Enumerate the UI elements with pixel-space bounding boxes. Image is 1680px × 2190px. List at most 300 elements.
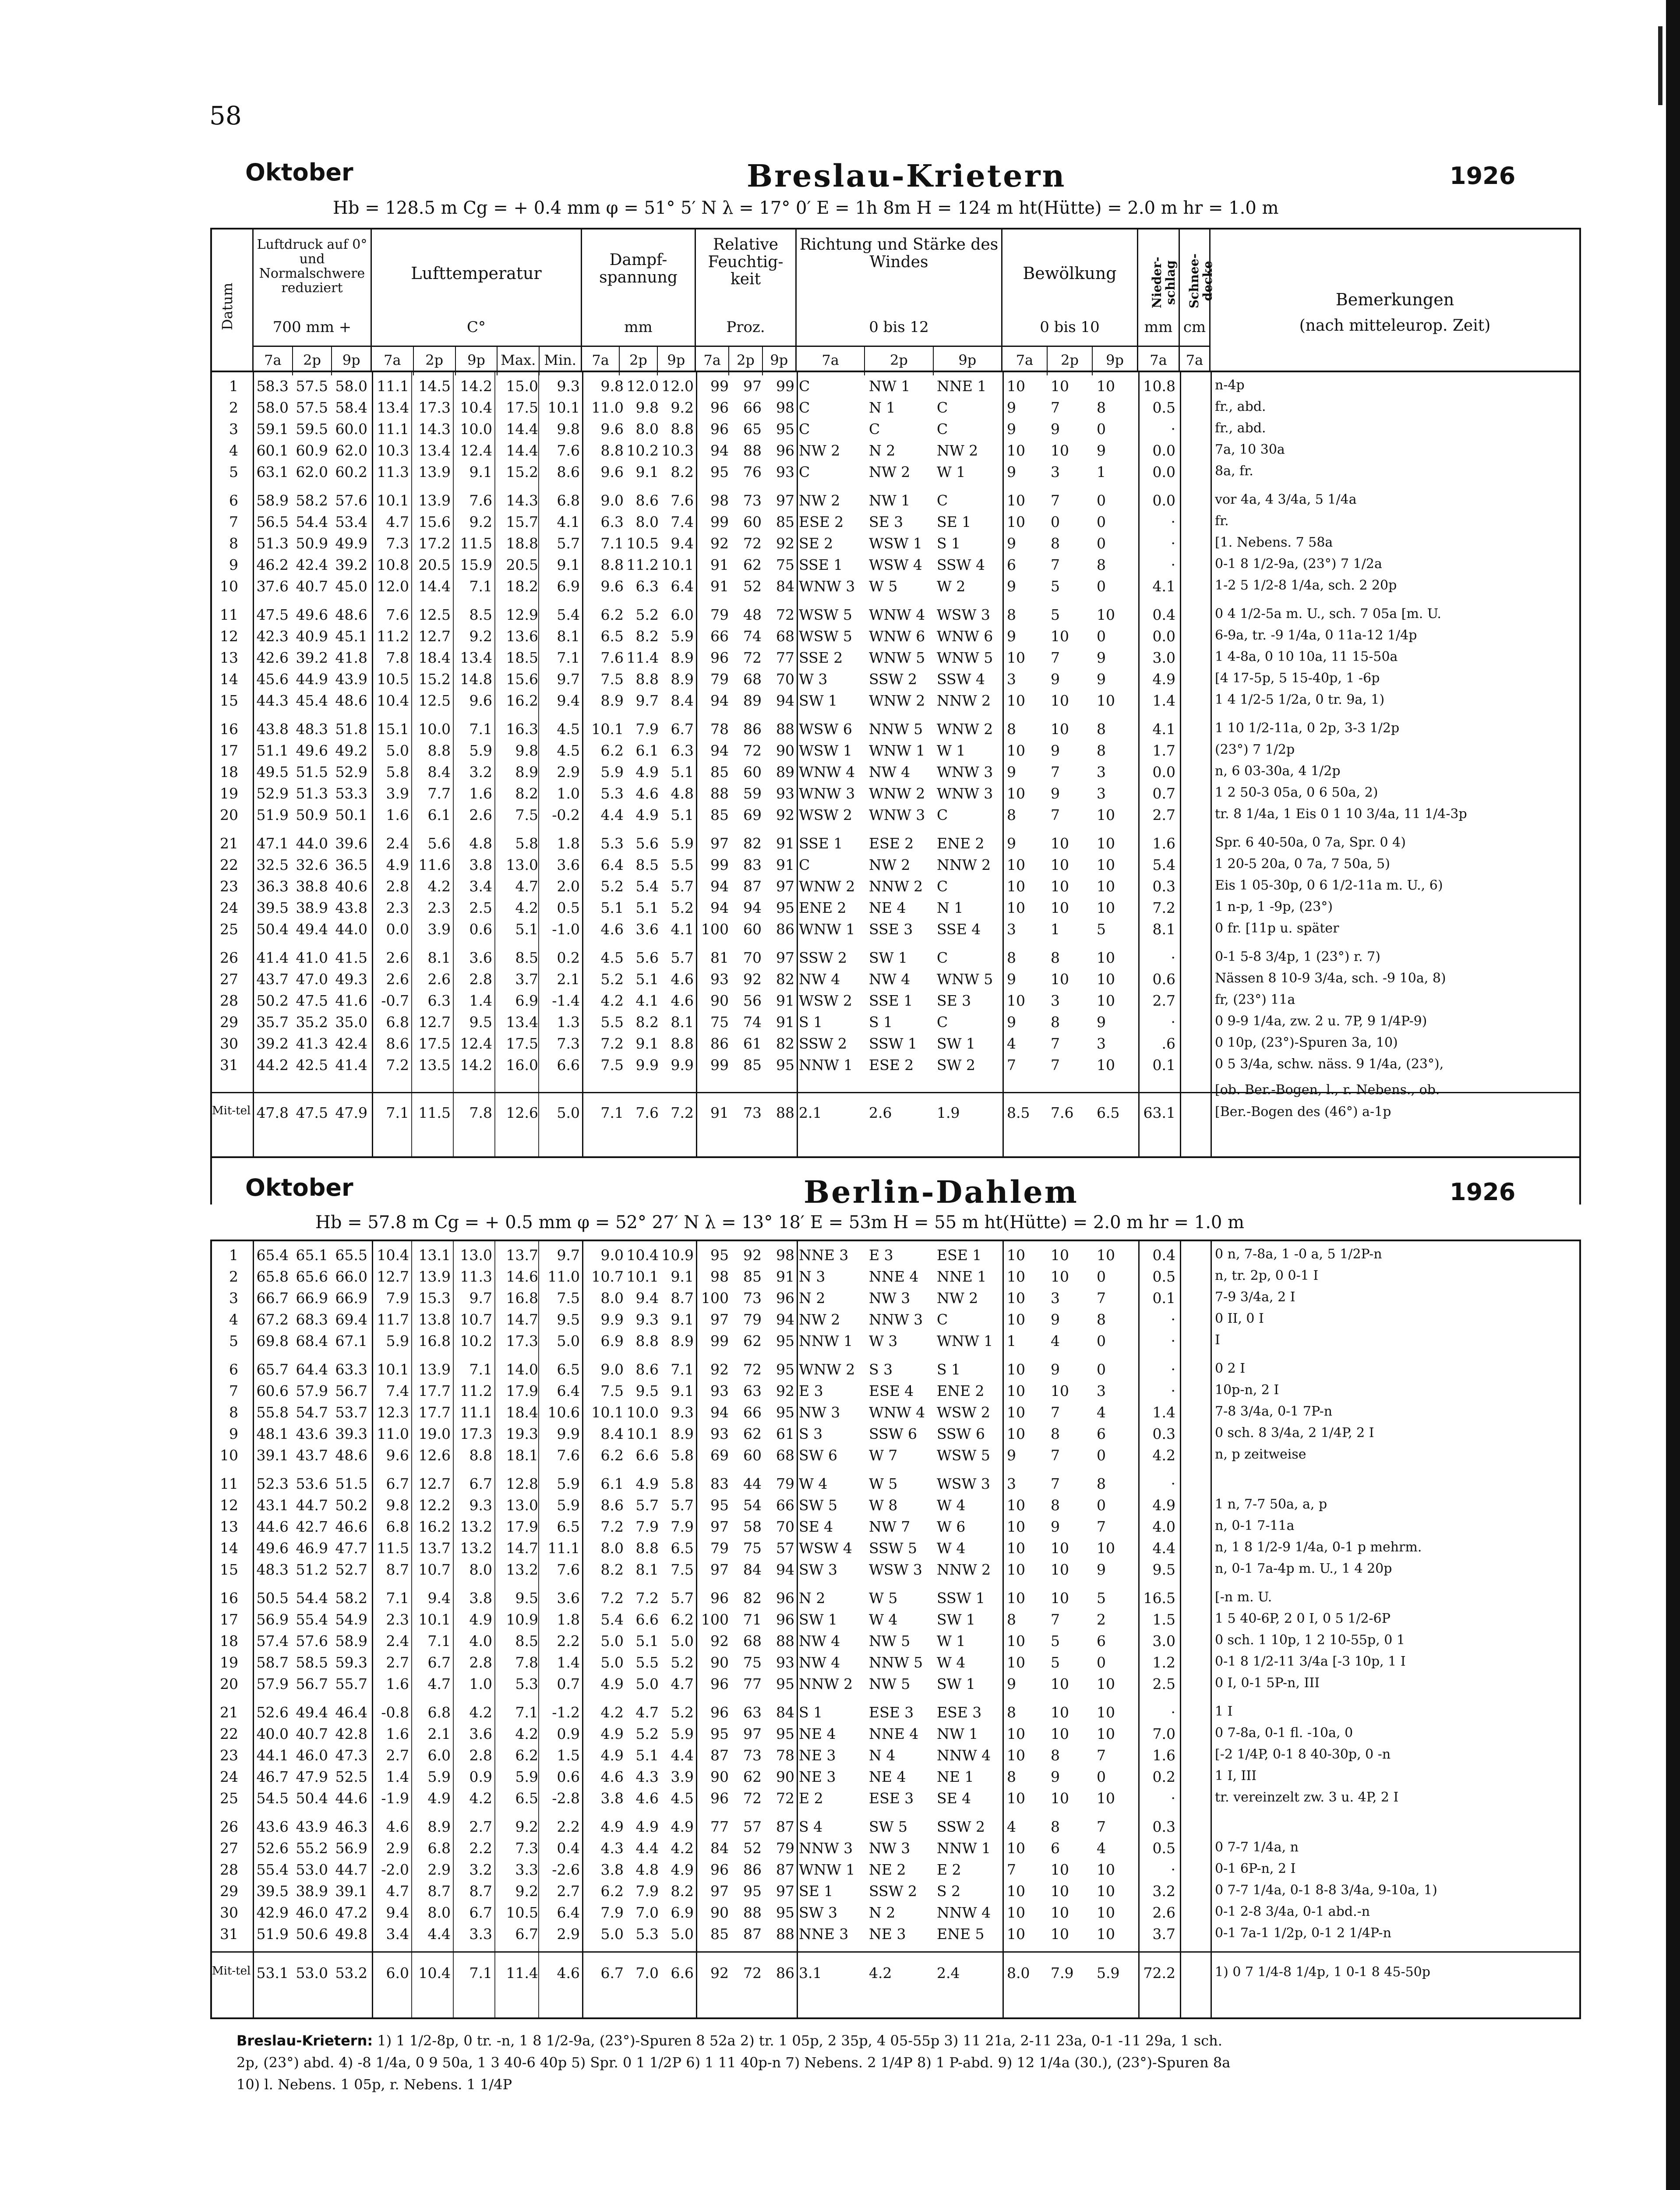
berlin-remarks: n, tr. 2p, 0 0-1 I bbox=[1215, 1268, 1319, 1283]
berlin-wind-9p: SW 1 bbox=[937, 1611, 976, 1628]
berlin-temp-max: 14.6 bbox=[506, 1268, 538, 1285]
breslau-temp-min: 10.1 bbox=[547, 399, 580, 416]
breslau-cloud-2p: 8 bbox=[1051, 535, 1060, 552]
breslau-vapour-9p: 5.7 bbox=[671, 878, 694, 895]
breslau-humidity-2p: 85 bbox=[743, 1056, 762, 1074]
berlin-humidity-7a: 96 bbox=[710, 1790, 729, 1807]
berlin-remarks: 0-1 6P-n, 2 I bbox=[1215, 1861, 1296, 1876]
berlin-remarks: [-n m. U. bbox=[1215, 1590, 1272, 1605]
berlin-humidity-2p: 63 bbox=[743, 1704, 762, 1721]
breslau-temp-min: 0.2 bbox=[557, 949, 580, 966]
breslau-vapour-9p: 12.0 bbox=[661, 378, 694, 395]
column-rule bbox=[411, 1241, 412, 2017]
breslau-cloud-2p: 7 bbox=[1051, 556, 1060, 573]
breslau-humidity-7a: 79 bbox=[710, 671, 729, 688]
breslau-vapour-2p: 7.9 bbox=[635, 721, 659, 738]
breslau-mittel-day: Mit-tel bbox=[212, 1104, 251, 1117]
berlin-precipitation: 2.5 bbox=[1152, 1675, 1175, 1692]
breslau-day: 31 bbox=[220, 1056, 238, 1074]
breslau-humidity-7a: 91 bbox=[710, 578, 729, 595]
berlin-cloud-7a: 3 bbox=[1007, 1475, 1016, 1492]
berlin-pressure-2p: 55.4 bbox=[296, 1611, 328, 1628]
breslau-pressure-2p: 50.9 bbox=[296, 535, 328, 552]
breslau-remarks: 0 10p, (23°)-Spuren 3a, 10) bbox=[1215, 1035, 1398, 1050]
breslau-day: 22 bbox=[220, 856, 238, 873]
breslau-cloud-9p: 0 bbox=[1097, 578, 1106, 595]
berlin-vapour-9p: 4.2 bbox=[671, 1840, 694, 1857]
berlin-wind-7a: N 3 bbox=[799, 1268, 826, 1285]
berlin-cloud-7a: 8 bbox=[1007, 1611, 1016, 1628]
berlin-temp-max: 14.7 bbox=[506, 1311, 538, 1328]
berlin-humidity-2p: 92 bbox=[743, 1247, 762, 1264]
breslau-temp-min: 2.1 bbox=[557, 971, 580, 988]
breslau-vapour-2p: 5.1 bbox=[635, 899, 659, 916]
berlin-vapour-2p: 4.8 bbox=[635, 1861, 659, 1878]
breslau-vapour-7a: 5.5 bbox=[600, 1014, 624, 1031]
berlin-mittel-humidity-2p: 72 bbox=[743, 1964, 762, 1982]
berlin-temp-min: 7.6 bbox=[557, 1561, 580, 1578]
breslau-wind-9p: WSW 3 bbox=[937, 606, 990, 623]
berlin-vapour-7a: 3.8 bbox=[600, 1790, 624, 1807]
breslau-remarks: 1 4-8a, 0 10 10a, 11 15-50a bbox=[1215, 649, 1398, 664]
breslau-pressure-7a: 37.6 bbox=[256, 578, 289, 595]
berlin-humidity-7a: 90 bbox=[710, 1904, 729, 1921]
berlin-cloud-7a: 10 bbox=[1007, 1590, 1025, 1607]
breslau-vapour-2p: 4.9 bbox=[635, 763, 659, 781]
header-lufttemperatur: Lufttemperatur C° 7a 2p 9p Max. Min. bbox=[372, 230, 582, 371]
berlin-cloud-2p: 10 bbox=[1051, 1590, 1069, 1607]
berlin-temp-9p: 2.7 bbox=[469, 1818, 492, 1835]
breslau-temp-7a: 2.8 bbox=[386, 878, 409, 895]
breslau-pressure-7a: 39.2 bbox=[256, 1035, 289, 1052]
breslau-temp-max: 8.5 bbox=[515, 949, 538, 966]
breslau-cloud-9p: 10 bbox=[1097, 692, 1115, 709]
breslau-day: 3 bbox=[229, 420, 238, 438]
berlin-cloud-2p: 5 bbox=[1051, 1632, 1060, 1650]
breslau-vapour-7a: 7.1 bbox=[600, 535, 624, 552]
breslau-vapour-7a: 9.8 bbox=[600, 378, 624, 395]
berlin-temp-min: 1.8 bbox=[557, 1611, 580, 1628]
book-spine-edge bbox=[1666, 0, 1680, 2190]
breslau-temp-9p: 1.4 bbox=[469, 992, 492, 1009]
breslau-vapour-2p: 3.6 bbox=[635, 921, 659, 938]
breslau-vapour-7a: 4.6 bbox=[600, 921, 624, 938]
berlin-cloud-7a: 8 bbox=[1007, 1768, 1016, 1785]
breslau-mittel-remarks: [Ber.-Bogen des (46°) a-1p bbox=[1215, 1104, 1391, 1120]
breslau-pressure-9p: 42.4 bbox=[335, 1035, 367, 1052]
breslau-remarks: 0 fr. [11p u. später bbox=[1215, 921, 1339, 936]
berlin-temp-2p: 6.8 bbox=[427, 1704, 451, 1721]
breslau-wind-2p: NW 1 bbox=[869, 378, 911, 395]
berlin-humidity-7a: 83 bbox=[710, 1475, 729, 1492]
berlin-pressure-9p: 44.6 bbox=[335, 1790, 367, 1807]
breslau-temp-2p: 12.5 bbox=[418, 606, 451, 623]
breslau-remarks: fr, (23°) 11a bbox=[1215, 992, 1295, 1007]
berlin-humidity-9p: 70 bbox=[776, 1518, 794, 1535]
berlin-cloud-2p: 4 bbox=[1051, 1332, 1060, 1349]
breslau-temp-9p: 3.2 bbox=[469, 763, 492, 781]
breslau-vapour-7a: 9.6 bbox=[600, 463, 624, 480]
berlin-row bbox=[212, 1725, 1579, 1741]
breslau-temp-min: 5.4 bbox=[557, 606, 580, 623]
breslau-temp-min: 5.7 bbox=[557, 535, 580, 552]
breslau-temp-max: 16.2 bbox=[506, 692, 538, 709]
berlin-temp-min: 3.6 bbox=[557, 1590, 580, 1607]
breslau-temp-max: 17.5 bbox=[506, 399, 538, 416]
berlin-temp-9p: 4.2 bbox=[469, 1790, 492, 1807]
berlin-row bbox=[212, 1561, 1579, 1577]
breslau-temp-2p: 8.1 bbox=[427, 949, 451, 966]
berlin-row bbox=[212, 1540, 1579, 1556]
berlin-vapour-2p: 6.6 bbox=[635, 1447, 659, 1464]
berlin-humidity-7a: 97 bbox=[710, 1518, 729, 1535]
berlin-row bbox=[212, 1654, 1579, 1670]
berlin-pressure-7a: 39.5 bbox=[256, 1883, 289, 1900]
berlin-temp-2p: 16.8 bbox=[418, 1332, 451, 1349]
breslau-pressure-7a: 42.3 bbox=[256, 628, 289, 645]
berlin-temp-7a: 6.7 bbox=[386, 1475, 409, 1492]
breslau-vapour-9p: 4.1 bbox=[671, 921, 694, 938]
breslau-cloud-7a: 9 bbox=[1007, 578, 1016, 595]
berlin-wind-2p: NW 5 bbox=[869, 1675, 911, 1692]
berlin-wind-9p: ESE 3 bbox=[937, 1704, 982, 1721]
berlin-temp-7a: 7.1 bbox=[386, 1590, 409, 1607]
berlin-humidity-2p: 84 bbox=[743, 1561, 762, 1578]
berlin-vapour-2p: 8.8 bbox=[635, 1540, 659, 1557]
berlin-temp-2p: 13.9 bbox=[418, 1268, 451, 1285]
berlin-temp-7a: 11.5 bbox=[377, 1540, 409, 1557]
breslau-temp-9p: 3.4 bbox=[469, 878, 492, 895]
berlin-precipitation: 4.0 bbox=[1152, 1518, 1175, 1535]
breslau-pressure-7a: 49.5 bbox=[256, 763, 289, 781]
breslau-pressure-9p: 62.0 bbox=[335, 442, 367, 459]
breslau-temp-max: 18.2 bbox=[506, 578, 538, 595]
berlin-humidity-7a: 95 bbox=[710, 1247, 729, 1264]
breslau-day: 26 bbox=[220, 949, 238, 966]
berlin-pressure-2p: 42.7 bbox=[296, 1518, 328, 1535]
breslau-temp-7a: 1.6 bbox=[386, 806, 409, 823]
berlin-humidity-9p: 94 bbox=[776, 1311, 794, 1328]
berlin-temp-min: 0.6 bbox=[557, 1768, 580, 1785]
berlin-day: 13 bbox=[220, 1518, 238, 1535]
berlin-cloud-2p: 3 bbox=[1051, 1289, 1060, 1307]
berlin-cloud-7a: 1 bbox=[1007, 1332, 1016, 1349]
breslau-temp-9p: 7.6 bbox=[469, 492, 492, 509]
breslau-wind-7a: SW 1 bbox=[799, 692, 838, 709]
berlin-precipitation: · bbox=[1171, 1475, 1175, 1492]
breslau-vapour-2p: 9.9 bbox=[635, 1056, 659, 1074]
berlin-temp-2p: 6.8 bbox=[427, 1840, 451, 1857]
breslau-temp-7a: 2.3 bbox=[386, 899, 409, 916]
breslau-temp-7a: 2.6 bbox=[386, 949, 409, 966]
breslau-vapour-7a: 6.4 bbox=[600, 856, 624, 873]
breslau-temp-min: 4.5 bbox=[557, 721, 580, 738]
berlin-day: 26 bbox=[220, 1818, 238, 1835]
breslau-wind-2p: NNW 2 bbox=[869, 878, 923, 895]
berlin-wind-9p: E 2 bbox=[937, 1861, 961, 1878]
breslau-row bbox=[212, 721, 1579, 737]
berlin-precipitation: 4.2 bbox=[1152, 1447, 1175, 1464]
breslau-vapour-7a: 9.6 bbox=[600, 578, 624, 595]
berlin-temp-min: 6.4 bbox=[557, 1382, 580, 1399]
breslau-cloud-7a: 9 bbox=[1007, 628, 1016, 645]
breslau-wind-2p: NW 4 bbox=[869, 763, 911, 781]
column-rule bbox=[1002, 1241, 1004, 2017]
berlin-temp-2p: 8.7 bbox=[427, 1883, 451, 1900]
berlin-temp-9p: 17.3 bbox=[460, 1425, 492, 1442]
breslau-cloud-7a: 10 bbox=[1007, 856, 1025, 873]
berlin-temp-2p: 2.1 bbox=[427, 1725, 451, 1742]
breslau-temp-min: 8.6 bbox=[557, 463, 580, 480]
breslau-pressure-9p: 48.6 bbox=[335, 606, 367, 623]
berlin-row bbox=[212, 1332, 1579, 1349]
berlin-wind-7a: NNW 2 bbox=[799, 1675, 853, 1692]
berlin-temp-9p: 6.7 bbox=[469, 1475, 492, 1492]
berlin-humidity-7a: 97 bbox=[710, 1311, 729, 1328]
breslau-precipitation: 0.0 bbox=[1152, 628, 1175, 645]
breslau-vapour-9p: 8.2 bbox=[671, 463, 694, 480]
breslau-vapour-7a: 7.5 bbox=[600, 1056, 624, 1074]
breslau-temp-9p: 1.6 bbox=[469, 785, 492, 802]
breslau-wind-2p: N 1 bbox=[869, 399, 896, 416]
breslau-wind-7a: WNW 2 bbox=[799, 878, 855, 895]
berlin-vapour-7a: 6.9 bbox=[600, 1332, 624, 1349]
breslau-temp-max: 4.2 bbox=[515, 899, 538, 916]
berlin-precipitation: 1.6 bbox=[1152, 1747, 1175, 1764]
breslau-vapour-2p: 5.2 bbox=[635, 606, 659, 623]
breslau-temp-min: 2.0 bbox=[557, 878, 580, 895]
berlin-wind-7a: SW 5 bbox=[799, 1497, 838, 1514]
berlin-temp-min: 0.7 bbox=[557, 1675, 580, 1692]
breslau-vapour-2p: 6.3 bbox=[635, 578, 659, 595]
berlin-vapour-7a: 9.9 bbox=[600, 1311, 624, 1328]
berlin-wind-2p: W 3 bbox=[869, 1332, 898, 1349]
berlin-pressure-9p: 66.0 bbox=[335, 1268, 367, 1285]
breslau-pressure-9p: 60.2 bbox=[335, 463, 367, 480]
breslau-wind-9p: SSW 4 bbox=[937, 556, 985, 573]
breslau-wind-9p: C bbox=[937, 420, 948, 438]
breslau-temp-min: 1.8 bbox=[557, 835, 580, 852]
berlin-row bbox=[212, 1925, 1579, 1942]
berlin-remarks: n, 1 8 1/2-9 1/4a, 0-1 p mehrm. bbox=[1215, 1540, 1422, 1555]
breslau-pressure-9p: 58.4 bbox=[335, 399, 367, 416]
breslau-cloud-9p: 3 bbox=[1097, 785, 1106, 802]
breslau-temp-9p: 9.5 bbox=[469, 1014, 492, 1031]
berlin-vapour-9p: 9.1 bbox=[671, 1311, 694, 1328]
breslau-vapour-2p: 5.4 bbox=[635, 878, 659, 895]
breslau-wind-7a: SSW 2 bbox=[799, 949, 847, 966]
berlin-vapour-2p: 10.1 bbox=[626, 1268, 659, 1285]
breslau-cloud-2p: 3 bbox=[1051, 463, 1060, 480]
breslau-temp-7a: 7.2 bbox=[386, 1056, 409, 1074]
breslau-temp-7a: 15.1 bbox=[377, 721, 409, 738]
berlin-vapour-7a: 10.7 bbox=[591, 1268, 624, 1285]
breslau-cloud-9p: 10 bbox=[1097, 1056, 1115, 1074]
berlin-humidity-7a: 95 bbox=[710, 1725, 729, 1742]
berlin-precipitation: 0.1 bbox=[1152, 1289, 1175, 1307]
berlin-cloud-9p: 7 bbox=[1097, 1518, 1106, 1535]
berlin-vapour-9p: 5.8 bbox=[671, 1475, 694, 1492]
breslau-temp-min: 9.8 bbox=[557, 420, 580, 438]
berlin-vapour-2p: 7.0 bbox=[635, 1904, 659, 1921]
berlin-temp-min: 11.0 bbox=[547, 1268, 580, 1285]
berlin-temp-min: 7.5 bbox=[557, 1289, 580, 1307]
breslau-pressure-9p: 43.8 bbox=[335, 899, 367, 916]
berlin-day: 4 bbox=[229, 1311, 238, 1328]
breslau-cloud-2p: 9 bbox=[1051, 420, 1060, 438]
berlin-wind-7a: SW 6 bbox=[799, 1447, 838, 1464]
breslau-temp-2p: 14.3 bbox=[418, 420, 451, 438]
breslau-humidity-7a: 99 bbox=[710, 1056, 729, 1074]
breslau-humidity-9p: 72 bbox=[776, 606, 794, 623]
berlin-humidity-2p: 87 bbox=[743, 1925, 762, 1943]
breslau-temp-9p: 2.5 bbox=[469, 899, 492, 916]
breslau-temp-2p: 7.7 bbox=[427, 785, 451, 802]
berlin-humidity-2p: 63 bbox=[743, 1382, 762, 1399]
berlin-mittel-cloud-7a: 8.0 bbox=[1007, 1964, 1030, 1982]
breslau-pressure-7a: 52.9 bbox=[256, 785, 289, 802]
breslau-temp-min: 1.3 bbox=[557, 1014, 580, 1031]
breslau-wind-9p: WNW 5 bbox=[937, 971, 993, 988]
header-dampfspannung: Dampf-spannung mm 7a 2p 9p bbox=[582, 230, 696, 371]
breslau-cloud-2p: 10 bbox=[1051, 378, 1069, 395]
berlin-cloud-9p: 10 bbox=[1097, 1925, 1115, 1943]
breslau-temp-9p: 3.6 bbox=[469, 949, 492, 966]
breslau-pressure-7a: 35.7 bbox=[256, 1014, 289, 1031]
berlin-pressure-2p: 54.7 bbox=[296, 1404, 328, 1421]
berlin-temp-2p: 17.7 bbox=[418, 1404, 451, 1421]
berlin-vapour-9p: 4.5 bbox=[671, 1790, 694, 1807]
berlin-cloud-9p: 10 bbox=[1097, 1675, 1115, 1692]
breslau-precipitation: 0.0 bbox=[1152, 492, 1175, 509]
berlin-wind-9p: SSW 2 bbox=[937, 1818, 985, 1835]
breslau-humidity-2p: 60 bbox=[743, 921, 762, 938]
berlin-temp-min: 1.4 bbox=[557, 1654, 580, 1671]
breslau-temp-max: 15.0 bbox=[506, 378, 538, 395]
breslau-pressure-2p: 40.9 bbox=[296, 628, 328, 645]
berlin-vapour-2p: 9.5 bbox=[635, 1382, 659, 1399]
breslau-precipitation: 8.1 bbox=[1152, 921, 1175, 938]
breslau-temp-2p: 5.6 bbox=[427, 835, 451, 852]
berlin-pressure-2p: 51.2 bbox=[296, 1561, 328, 1578]
berlin-vapour-7a: 8.0 bbox=[600, 1540, 624, 1557]
berlin-pressure-2p: 38.9 bbox=[296, 1883, 328, 1900]
berlin-wind-2p: NNE 4 bbox=[869, 1268, 919, 1285]
breslau-pressure-7a: 39.5 bbox=[256, 899, 289, 916]
breslau-humidity-2p: 72 bbox=[743, 535, 762, 552]
berlin-pressure-7a: 48.3 bbox=[256, 1561, 289, 1578]
berlin-vapour-9p: 5.8 bbox=[671, 1447, 694, 1464]
berlin-humidity-2p: 95 bbox=[743, 1883, 762, 1900]
berlin-precipitation: 0.3 bbox=[1152, 1425, 1175, 1442]
breslau-vapour-2p: 11.2 bbox=[626, 556, 659, 573]
breslau-wind-7a: C bbox=[799, 420, 810, 438]
breslau-pressure-2p: 49.4 bbox=[296, 921, 328, 938]
breslau-wind-9p: WNW 3 bbox=[937, 763, 993, 781]
berlin-pressure-9p: 63.3 bbox=[335, 1361, 367, 1378]
berlin-wind-9p: W 4 bbox=[937, 1540, 966, 1557]
breslau-humidity-9p: 70 bbox=[776, 671, 794, 688]
breslau-temp-9p: 8.5 bbox=[469, 606, 492, 623]
berlin-humidity-9p: 72 bbox=[776, 1790, 794, 1807]
breslau-temp-7a: 10.3 bbox=[377, 442, 409, 459]
berlin-wind-2p: NNW 3 bbox=[869, 1311, 923, 1328]
berlin-vapour-7a: 8.4 bbox=[600, 1425, 624, 1442]
berlin-temp-7a: -2.0 bbox=[381, 1861, 409, 1878]
berlin-vapour-9p: 9.3 bbox=[671, 1404, 694, 1421]
berlin-temp-max: 3.3 bbox=[515, 1861, 538, 1878]
berlin-temp-min: 10.6 bbox=[547, 1404, 580, 1421]
breslau-remarks: fr., abd. bbox=[1215, 420, 1266, 436]
berlin-temp-7a: 1.4 bbox=[386, 1768, 409, 1785]
berlin-wind-7a: S 1 bbox=[799, 1704, 823, 1721]
breslau-humidity-9p: 90 bbox=[776, 742, 794, 759]
breslau-temp-max: 13.6 bbox=[506, 628, 538, 645]
berlin-cloud-7a: 10 bbox=[1007, 1540, 1025, 1557]
berlin-humidity-2p: 82 bbox=[743, 1590, 762, 1607]
berlin-temp-max: 5.9 bbox=[515, 1768, 538, 1785]
berlin-humidity-9p: 79 bbox=[776, 1840, 794, 1857]
berlin-humidity-7a: 98 bbox=[710, 1268, 729, 1285]
berlin-temp-9p: 3.3 bbox=[469, 1925, 492, 1943]
berlin-wind-9p: SE 4 bbox=[937, 1790, 971, 1807]
breslau-wind-9p: S 1 bbox=[937, 535, 961, 552]
breslau-day: 20 bbox=[220, 806, 238, 823]
breslau-temp-9p: 9.6 bbox=[469, 692, 492, 709]
breslau-humidity-2p: 73 bbox=[743, 492, 762, 509]
breslau-cloud-2p: 10 bbox=[1051, 442, 1069, 459]
berlin-wind-2p: NW 3 bbox=[869, 1289, 911, 1307]
column-rule bbox=[253, 1241, 254, 2017]
breslau-wind-2p: WNW 4 bbox=[869, 606, 925, 623]
berlin-vapour-9p: 6.9 bbox=[671, 1904, 694, 1921]
berlin-wind-9p: SW 1 bbox=[937, 1675, 976, 1692]
breslau-humidity-2p: 60 bbox=[743, 513, 762, 530]
berlin-row bbox=[212, 1790, 1579, 1806]
berlin-row bbox=[212, 1611, 1579, 1627]
breslau-humidity-9p: 92 bbox=[776, 806, 794, 823]
breslau-wind-2p: WNW 1 bbox=[869, 742, 925, 759]
breslau-wind-2p: NW 2 bbox=[869, 856, 911, 873]
berlin-vapour-9p: 9.1 bbox=[671, 1382, 694, 1399]
breslau-row bbox=[212, 378, 1579, 394]
berlin-pressure-7a: 51.9 bbox=[256, 1925, 289, 1943]
breslau-cloud-9p: 9 bbox=[1097, 442, 1106, 459]
breslau-humidity-9p: 77 bbox=[776, 649, 794, 666]
berlin-pressure-9p: 58.9 bbox=[335, 1632, 367, 1650]
breslau-humidity-2p: 88 bbox=[743, 442, 762, 459]
breslau-temp-2p: 2.3 bbox=[427, 899, 451, 916]
berlin-temp-7a: 8.7 bbox=[386, 1561, 409, 1578]
breslau-cloud-2p: 7 bbox=[1051, 1035, 1060, 1052]
berlin-temp-2p: 17.7 bbox=[418, 1382, 451, 1399]
breslau-temp-max: 14.4 bbox=[506, 420, 538, 438]
footnote-line-1: Breslau-Krietern: 1) 1 1/2-8p, 0 tr. -n, 1 8 1/2-9a, (23°)-Spuren 8 52a 2) tr. 1 05p, 2 35p, 4 05-55p 3) 11 21a, 2-11 23a, 0-1 -11 29a, 1 sch. bbox=[236, 2032, 1222, 2049]
berlin-humidity-9p: 96 bbox=[776, 1611, 794, 1628]
berlin-humidity-9p: 68 bbox=[776, 1447, 794, 1464]
breslau-cloud-2p: 10 bbox=[1051, 856, 1069, 873]
berlin-remarks: 0-1 7a-1 1/2p, 0-1 2 1/4P-n bbox=[1215, 1925, 1391, 1941]
breslau-temp-7a: -0.7 bbox=[381, 992, 409, 1009]
breslau-pressure-7a: 32.5 bbox=[256, 856, 289, 873]
breslau-pressure-2p: 50.9 bbox=[296, 806, 328, 823]
breslau-day: 19 bbox=[220, 785, 238, 802]
breslau-temp-2p: 4.2 bbox=[427, 878, 451, 895]
berlin-temp-max: 4.2 bbox=[515, 1725, 538, 1742]
berlin-cloud-2p: 10 bbox=[1051, 1904, 1069, 1921]
breslau-mittel-precipitation: 63.1 bbox=[1143, 1104, 1175, 1121]
breslau-temp-9p: 2.6 bbox=[469, 806, 492, 823]
